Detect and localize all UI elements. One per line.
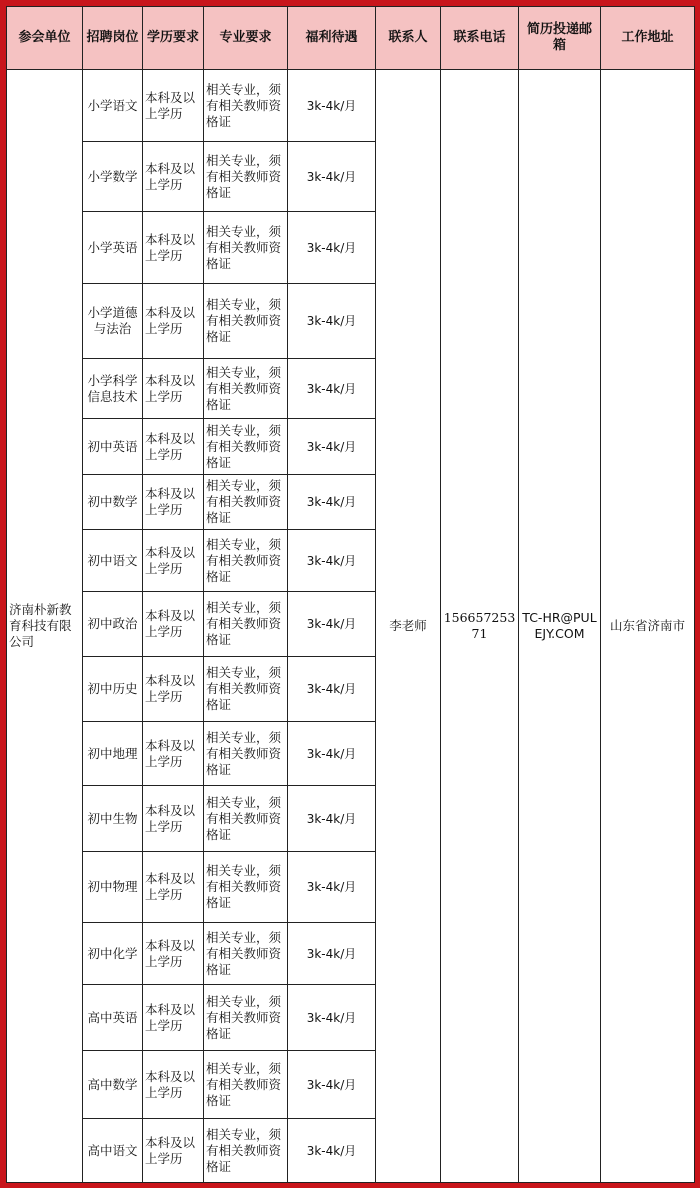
address-cell: 山东省济南市: [601, 70, 695, 1183]
major-cell: 相关专业，须有相关教师资格证: [204, 284, 288, 359]
education-cell: 本科及以上学历: [143, 475, 204, 530]
table-row: [7, 70, 695, 142]
major-cell: 相关专业，须有相关教师资格证: [204, 419, 288, 475]
salary-cell: 3k-4k/月: [288, 657, 376, 722]
major-cell: 相关专业，须有相关教师资格证: [204, 592, 288, 657]
salary-cell: 3k-4k/月: [288, 284, 376, 359]
header-phone: 联系电话: [441, 7, 519, 70]
position-cell: 小学科学信息技术: [83, 359, 143, 419]
major-cell: 相关专业，须有相关教师资格证: [204, 475, 288, 530]
salary-cell: 3k-4k/月: [288, 923, 376, 985]
company-cell: 济南朴新教育科技有限公司: [7, 70, 83, 1183]
education-cell: 本科及以上学历: [143, 657, 204, 722]
major-cell: 相关专业，须有相关教师资格证: [204, 359, 288, 419]
recruitment-table: [6, 6, 695, 1183]
email-cell: TC-HR@PULEJY.COM: [519, 70, 601, 1183]
header-row: [7, 7, 695, 70]
position-cell: 高中语文: [83, 1119, 143, 1183]
position-cell: 小学数学: [83, 142, 143, 212]
header-email: 简历投递邮箱: [519, 7, 601, 70]
contact-cell: 李老师: [376, 70, 441, 1183]
education-cell: 本科及以上学历: [143, 530, 204, 592]
header-contact: 联系人: [376, 7, 441, 70]
header-position: 招聘岗位: [83, 7, 143, 70]
position-cell: 初中语文: [83, 530, 143, 592]
salary-cell: 3k-4k/月: [288, 70, 376, 142]
major-cell: 相关专业，须有相关教师资格证: [204, 70, 288, 142]
education-cell: 本科及以上学历: [143, 1119, 204, 1183]
salary-cell: 3k-4k/月: [288, 212, 376, 284]
position-cell: 初中数学: [83, 475, 143, 530]
education-cell: 本科及以上学历: [143, 923, 204, 985]
education-cell: 本科及以上学历: [143, 142, 204, 212]
position-cell: 小学英语: [83, 212, 143, 284]
major-cell: 相关专业，须有相关教师资格证: [204, 530, 288, 592]
major-cell: 相关专业，须有相关教师资格证: [204, 786, 288, 852]
position-cell: 高中数学: [83, 1051, 143, 1119]
major-cell: 相关专业，须有相关教师资格证: [204, 852, 288, 923]
header-salary: 福利待遇: [288, 7, 376, 70]
salary-cell: 3k-4k/月: [288, 475, 376, 530]
position-cell: 初中英语: [83, 419, 143, 475]
header-company: 参会单位: [7, 7, 83, 70]
major-cell: 相关专业，须有相关教师资格证: [204, 142, 288, 212]
major-cell: 相关专业，须有相关教师资格证: [204, 1051, 288, 1119]
salary-cell: 3k-4k/月: [288, 359, 376, 419]
major-cell: 相关专业，须有相关教师资格证: [204, 985, 288, 1051]
salary-cell: 3k-4k/月: [288, 530, 376, 592]
education-cell: 本科及以上学历: [143, 284, 204, 359]
salary-cell: 3k-4k/月: [288, 985, 376, 1051]
major-cell: 相关专业，须有相关教师资格证: [204, 722, 288, 786]
salary-cell: 3k-4k/月: [288, 1119, 376, 1183]
education-cell: 本科及以上学历: [143, 359, 204, 419]
position-cell: 初中生物: [83, 786, 143, 852]
salary-cell: 3k-4k/月: [288, 722, 376, 786]
salary-cell: 3k-4k/月: [288, 786, 376, 852]
position-cell: 小学语文: [83, 70, 143, 142]
header-address: 工作地址: [601, 7, 695, 70]
position-cell: 初中物理: [83, 852, 143, 923]
position-cell: 初中地理: [83, 722, 143, 786]
education-cell: 本科及以上学历: [143, 70, 204, 142]
salary-cell: 3k-4k/月: [288, 852, 376, 923]
position-cell: 高中英语: [83, 985, 143, 1051]
salary-cell: 3k-4k/月: [288, 142, 376, 212]
header-major: 专业要求: [204, 7, 288, 70]
education-cell: 本科及以上学历: [143, 592, 204, 657]
education-cell: 本科及以上学历: [143, 212, 204, 284]
salary-cell: 3k-4k/月: [288, 419, 376, 475]
header-education: 学历要求: [143, 7, 204, 70]
position-cell: 初中政治: [83, 592, 143, 657]
position-cell: 初中化学: [83, 923, 143, 985]
major-cell: 相关专业，须有相关教师资格证: [204, 923, 288, 985]
position-cell: 初中历史: [83, 657, 143, 722]
education-cell: 本科及以上学历: [143, 985, 204, 1051]
education-cell: 本科及以上学历: [143, 1051, 204, 1119]
education-cell: 本科及以上学历: [143, 722, 204, 786]
education-cell: 本科及以上学历: [143, 852, 204, 923]
major-cell: 相关专业，须有相关教师资格证: [204, 1119, 288, 1183]
salary-cell: 3k-4k/月: [288, 592, 376, 657]
major-cell: 相关专业，须有相关教师资格证: [204, 657, 288, 722]
major-cell: 相关专业，须有相关教师资格证: [204, 212, 288, 284]
education-cell: 本科及以上学历: [143, 786, 204, 852]
salary-cell: 3k-4k/月: [288, 1051, 376, 1119]
education-cell: 本科及以上学历: [143, 419, 204, 475]
position-cell: 小学道德与法治: [83, 284, 143, 359]
phone-cell: 15665725371: [441, 70, 519, 1183]
